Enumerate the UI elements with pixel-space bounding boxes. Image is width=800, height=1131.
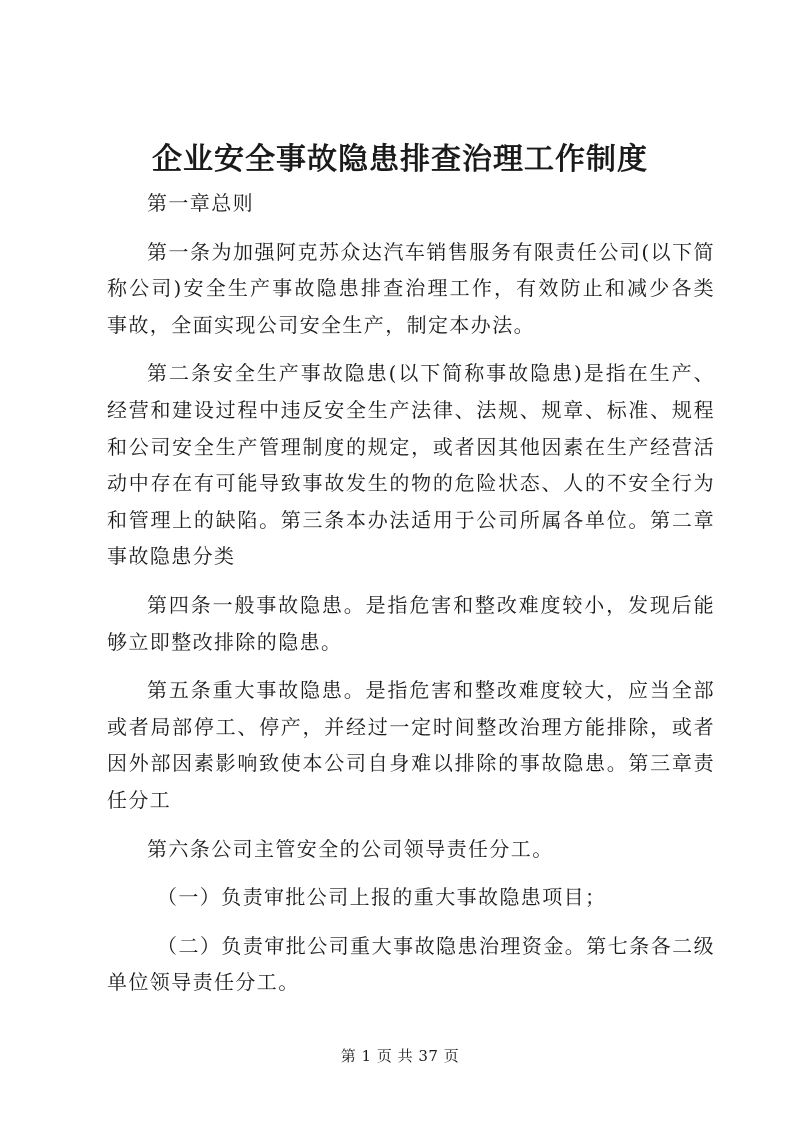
document-body [107,185,715,1013]
body-paragraph: 第六条公司主管安全的公司领导责任分工。 [147,836,554,861]
list-item: （二）负责审批公司重大事故隐患治理资金。第七条各二级单位领导责任分工。 [107,933,715,995]
body-paragraph: 第五条重大事故隐患。是指危害和整改难度较大，应当全部或者局部停工、停产，并经过一定时间整改治理方能排除，或者因外部因素影响致使本公司自身难以排除的事故隐患。第三章责任分工 [107,678,715,812]
body-paragraph: 第一条为加强阿克苏众达汽车销售服务有限责任公司(以下简称公司)安全生产事故隐患排查治理工作，有效防止和减少各类事故，全面实现公司安全生产，制定本办法。 [107,239,715,337]
chapter-heading: 第一章总则 [147,191,254,215]
body-paragraph: 第四条一般事故隐患。是指危害和整改难度较小，发现后能够立即整改排除的隐患。 [107,592,715,654]
document-title: 企业安全事故隐患排查治理工作制度 [152,142,648,177]
list-item: （一）负责审批公司上报的重大事故隐患项目； [157,885,607,910]
body-paragraph: 第二条安全生产事故隐患(以下简称事故隐患)是指在生产、经营和建设过程中违反安全生产法律、法规、规章、标准、规程和公司安全生产管理制度的规定，或者因其他因素在生产经营活动中存在有可能导致事故发生的物的危险状态、人的不安全行为和管理上的缺陷。第三条本办法适用于公司所属各单位。第二章事故隐患分类 [107,361,715,569]
page-number: 第 1 页 共 37 页 [340,1047,460,1065]
